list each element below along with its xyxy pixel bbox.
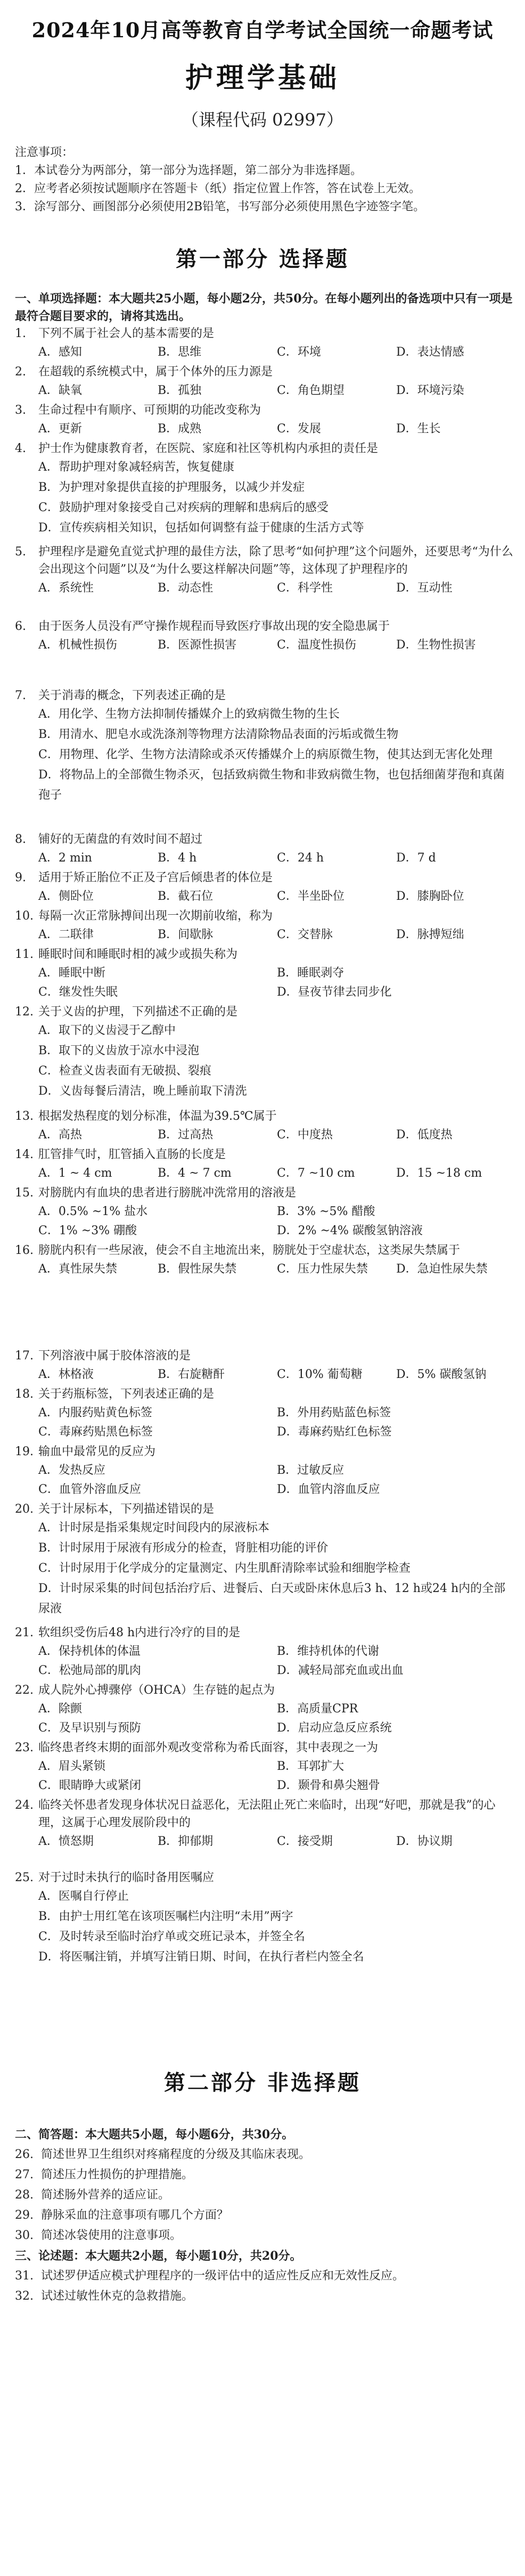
option-b: B．医源性损害 <box>158 638 237 652</box>
question-number: 6. <box>15 620 26 633</box>
option-a: A．睡眠中断 <box>38 966 105 980</box>
option-d: D．环境污染 <box>396 383 464 397</box>
question-7 <box>15 687 515 806</box>
question-text: 简述肠外营养的适应证。 <box>41 2188 170 2202</box>
option-c: C．松弛局部的肌肉 <box>38 1663 141 1677</box>
option-c: C．眼睛睁大或紧闭 <box>38 1778 141 1792</box>
question-number: 2. <box>15 365 26 379</box>
option-b: B．抑郁期 <box>158 1834 214 1848</box>
question-number: 26. <box>15 2148 34 2161</box>
notice-title: 注意事项： <box>15 146 74 159</box>
option-c: C．7 ~10 cm <box>277 1166 355 1180</box>
question-number: 1. <box>15 327 26 340</box>
question-number: 5. <box>15 545 26 559</box>
option-b: B．孤独 <box>158 383 202 397</box>
question-24 <box>15 1796 515 1851</box>
option-c: C．10% 葡萄糖 <box>277 1367 363 1381</box>
option-d: D．互动性 <box>396 581 453 595</box>
question-text: 静脉采血的注意事项有哪几个方面？ <box>41 2209 229 2222</box>
option-b: B．右旋糖酐 <box>158 1367 225 1381</box>
part2-title: 第二部分 非选择题 <box>164 2070 361 2095</box>
question-4 <box>15 440 515 538</box>
option-c: C．毒麻药贴黑色标签 <box>38 1425 153 1439</box>
option-a: A．取下的义齿浸于乙醇中 <box>38 1024 176 1037</box>
question-text: 简述冰袋使用的注意事项。 <box>41 2229 182 2242</box>
option-d: D．膝胸卧位 <box>396 889 464 903</box>
essay-question-32 <box>15 2286 515 2307</box>
essay-question-31 <box>15 2266 515 2286</box>
part1-title: 第一部分 选择题 <box>176 247 349 272</box>
question-stem: 成人院外心搏骤停（OHCA）生存链的起点为 <box>38 1684 275 1697</box>
option-a: A．缺氧 <box>38 383 82 397</box>
option-a: A．帮助护理对象减轻病苦，恢复健康 <box>38 461 234 474</box>
question-stem: 关于药瓶标签，下列表述正确的是 <box>38 1388 215 1401</box>
question-number: 3. <box>15 404 26 417</box>
option-b: B．3% ~5% 醋酸 <box>277 1204 375 1218</box>
option-c: C．中度热 <box>277 1128 333 1142</box>
option-d: D．将物品上的全部微生物杀灭，包括致病微生物和非致病微生物，也包括细菌芽孢和真菌孢子 <box>38 768 505 802</box>
question-number: 4. <box>15 442 26 455</box>
question-16 <box>15 1242 515 1278</box>
option-c: C．检查义齿表面有无破损、裂痕 <box>38 1064 211 1078</box>
question-number: 14. <box>15 1148 34 1161</box>
question-stem: 在超载的系统模式中，属于个体外的压力源是 <box>38 365 273 379</box>
option-d: D．生长 <box>396 422 441 436</box>
subject-title: 护理学基础 <box>185 62 340 94</box>
question-stem: 适用于矫正胎位不正及子宫后倾患者的体位是 <box>38 871 273 884</box>
option-c: C．科学性 <box>277 581 333 595</box>
question-stem: 关于计尿标本，下列描述错误的是 <box>38 1503 215 1516</box>
question-8 <box>15 831 515 867</box>
question-17 <box>15 1347 515 1384</box>
option-b: B．高质量CPR <box>277 1702 358 1716</box>
option-a: A．愤怒期 <box>38 1834 94 1848</box>
question-number: 21. <box>15 1626 34 1639</box>
question-stem: 下列不属于社会人的基本需要的是 <box>38 327 215 340</box>
question-number: 12. <box>15 1005 34 1019</box>
option-b: B．成熟 <box>158 422 202 436</box>
option-a: A．侧卧位 <box>38 889 94 903</box>
option-d: D．将医嘱注销，并填写注销日期、时间，在执行者栏内签全名 <box>38 1950 364 1964</box>
question-21 <box>15 1624 515 1680</box>
notice-line: 1．本试卷分为两部分，第一部分为选择题，第二部分为非选择题。 <box>15 164 362 177</box>
question-number: 18. <box>15 1388 34 1401</box>
question-23 <box>15 1739 515 1795</box>
short-question-27 <box>15 2165 515 2185</box>
option-a: A．医嘱自行停止 <box>38 1890 129 1903</box>
question-number: 13. <box>15 1110 34 1123</box>
question-stem: 肛管排气时，肛管插入直肠的长度是 <box>38 1148 226 1161</box>
question-stem: 膀胱内积有一些尿液，使会不自主地流出来，膀胱处于空虚状态，这类尿失禁属于 <box>38 1244 461 1257</box>
question-number: 15. <box>15 1186 34 1200</box>
option-a: A．林格液 <box>38 1367 94 1381</box>
question-number: 20. <box>15 1503 34 1516</box>
option-c: C．血管外溶血反应 <box>38 1482 141 1496</box>
question-number: 23. <box>15 1741 34 1754</box>
option-c: C．24 h <box>277 851 324 865</box>
short-question-28 <box>15 2185 515 2205</box>
option-a: A．更新 <box>38 422 82 436</box>
option-a: A．0.5% ~1% 盐水 <box>38 1204 148 1218</box>
section-head-single-choice: 一、单项选择题：本大题共25小题，每小题2分，共50分。在每小题列出的备选项中只有一项是最符合题目要求的，请将其选出。 <box>15 292 513 323</box>
section-head-essay: 三、论述题：本大题共2小题，每小题10分，共20分。 <box>15 2249 302 2263</box>
option-d: D．毒麻药贴红色标签 <box>277 1425 392 1439</box>
option-c: C．1% ~3% 硼酸 <box>38 1224 137 1237</box>
option-c: C．继发性失眠 <box>38 985 118 999</box>
short-question-30 <box>15 2226 515 2246</box>
question-stem: 关于义齿的护理，下列描述不正确的是 <box>38 1005 238 1019</box>
question-text: 简述世界卫生组织对疼痛程度的分级及其临床表现。 <box>41 2148 311 2161</box>
option-c: C．压力性尿失禁 <box>277 1262 368 1276</box>
option-d: D．表达情感 <box>396 345 464 359</box>
option-b: B．4 h <box>158 851 197 865</box>
question-number: 7. <box>15 689 26 702</box>
question-number: 9. <box>15 871 26 884</box>
question-stem: 护理程序是避免直觉式护理的最佳方法，除了思考“如何护理”这个问题外，还要思考“为什么会出现这个问题”以及“为什么要这样解决问题”等，这体现了护理程序的 <box>38 545 513 576</box>
option-c: C．及早识别与预防 <box>38 1721 141 1735</box>
question-19 <box>15 1443 515 1499</box>
question-number: 28. <box>15 2188 34 2202</box>
option-c: C．角色期望 <box>277 383 344 397</box>
option-d: D．15 ~18 cm <box>396 1166 482 1180</box>
option-a: A．高热 <box>38 1128 82 1142</box>
question-11 <box>15 946 515 1002</box>
option-d: D．颞骨和鼻尖翘骨 <box>277 1778 380 1792</box>
question-stem: 软组织受伤后48 h内进行冷疗的目的是 <box>38 1626 241 1639</box>
option-c: C．鼓励护理对象接受自己对疾病的理解和患病后的感受 <box>38 501 329 514</box>
question-stem: 对于过时未执行的临时备用医嘱应 <box>38 1871 215 1884</box>
option-b: B．睡眠剥夺 <box>277 966 344 980</box>
option-d: D．协议期 <box>396 1834 453 1848</box>
question-25 <box>15 1869 515 1967</box>
option-b: B．过敏反应 <box>277 1463 344 1477</box>
question-stem: 临终患者终末期的面部外观改变常称为希氏面容，其中表现之一为 <box>38 1741 379 1754</box>
option-b: B．耳郭扩大 <box>277 1759 344 1773</box>
exam-title: 2024年10月高等教育自学考试全国统一命题考试 <box>31 18 494 42</box>
option-d: D．义齿每餐后清洁，晚上睡前取下清洗 <box>38 1085 247 1098</box>
option-a: A．真性尿失禁 <box>38 1262 117 1276</box>
option-c: C．用物理、化学、生物方法清除或杀灭传播媒介上的病原微生物，使其达到无害化处理 <box>38 748 493 761</box>
option-b: B．动态性 <box>158 581 214 595</box>
notice-block <box>15 144 515 216</box>
question-stem: 临终关怀患者发现身体状况日益恶化，无法阻止死亡来临时，出现“好吧，那就是我”的心理，这属于心理发展阶段中的 <box>38 1799 496 1830</box>
question-number: 32. <box>15 2290 34 2303</box>
notice-line: 3．涂写部分、画图部分必须使用2B铅笔，书写部分必须使用黑色字迹签字笔。 <box>15 200 425 214</box>
question-number: 30. <box>15 2229 34 2242</box>
option-d: D．减轻局部充血或出血 <box>277 1663 404 1677</box>
option-a: A．2 min <box>38 851 92 865</box>
question-stem: 睡眠时间和睡眠时相的减少或损失称为 <box>38 948 238 961</box>
option-c: C．计时尿用于化学成分的定量测定、内生肌酐清除率试验和细胞学检查 <box>38 1562 411 1575</box>
question-stem: 下列溶液中属于胶体溶液的是 <box>38 1349 191 1363</box>
question-stem: 根据发热程度的划分标准，体温为39.5℃属于 <box>38 1110 277 1123</box>
option-c: C．接受期 <box>277 1834 333 1848</box>
option-a: A．眉头紧锁 <box>38 1759 105 1773</box>
question-22 <box>15 1681 515 1737</box>
question-number: 16. <box>15 1244 34 1257</box>
question-18 <box>15 1385 515 1441</box>
question-9 <box>15 869 515 906</box>
option-c: C．及时转录至临时治疗单或交班记录本，并签全名 <box>38 1930 305 1943</box>
question-stem: 生命过程中有顺序、可预期的功能改变称为 <box>38 404 261 417</box>
section-head-short-answer: 二、简答题：本大题共5小题，每小题6分，共30分。 <box>15 2128 294 2142</box>
option-c: C．发展 <box>277 422 321 436</box>
question-stem: 关于消毒的概念，下列表述正确的是 <box>38 689 226 702</box>
short-question-26 <box>15 2145 515 2165</box>
question-stem: 护士作为健康教育者，在医院、家庭和社区等机构内承担的责任是 <box>38 442 379 455</box>
question-1 <box>15 325 515 362</box>
question-stem: 输血中最常见的反应为 <box>38 1445 156 1458</box>
option-a: A．除颤 <box>38 1702 82 1716</box>
short-question-29 <box>15 2205 515 2226</box>
option-c: C．交替脉 <box>277 928 333 941</box>
question-stem: 对膀胱内有血块的患者进行膀胱冲洗常用的溶液是 <box>38 1186 297 1200</box>
option-b: B．维持机体的代谢 <box>277 1644 380 1658</box>
short-answer-section <box>15 2124 515 2307</box>
question-number: 19. <box>15 1445 34 1458</box>
question-number: 25. <box>15 1871 34 1884</box>
option-d: D．宣传疾病相关知识，包括如何调整有益于健康的生活方式等 <box>38 521 364 535</box>
question-number: 27. <box>15 2168 34 2181</box>
question-number: 11. <box>15 948 34 961</box>
option-d: D．7 d <box>396 851 436 865</box>
question-text: 试述罗伊适应模式护理程序的一级评估中的适应性反应和无效性反应。 <box>41 2269 405 2283</box>
question-text: 简述压力性损伤的护理措施。 <box>41 2168 194 2181</box>
option-b: B．为护理对象提供直接的护理服务，以减少并发症 <box>38 481 305 494</box>
option-b: B．4 ~ 7 cm <box>158 1166 232 1180</box>
option-a: A．计时尿是指采集规定时间段内的尿液标本 <box>38 1521 269 1535</box>
option-b: B．计时尿用于尿液有形成分的检查，肾脏相功能的评价 <box>38 1541 329 1555</box>
option-d: D．计时尿采集的时间包括治疗后、进餐后、白天或卧床休息后3 h、12 h或24 h内的全部尿液 <box>38 1582 506 1615</box>
option-d: D．5% 碳酸氢钠 <box>396 1367 487 1381</box>
option-d: D．急迫性尿失禁 <box>396 1262 488 1276</box>
option-c: C．环境 <box>277 345 321 359</box>
question-10 <box>15 907 515 944</box>
option-d: D．启动应急反应系统 <box>277 1721 392 1735</box>
option-b: B．由护士用红笔在该项医嘱栏内注明“未用”两字 <box>38 1910 293 1923</box>
question-number: 31. <box>15 2269 34 2283</box>
question-stem: 铺好的无菌盘的有效时间不超过 <box>38 833 203 846</box>
option-a: A．1 ~ 4 cm <box>38 1166 112 1180</box>
option-d: D．低度热 <box>396 1128 453 1142</box>
question-12 <box>15 1003 515 1102</box>
option-b: B．思维 <box>158 345 202 359</box>
question-5 <box>15 543 515 597</box>
question-number: 10. <box>15 909 34 923</box>
option-a: A．发热反应 <box>38 1463 105 1477</box>
question-number: 22. <box>15 1684 34 1697</box>
question-14 <box>15 1146 515 1183</box>
question-stem: 每隔一次正常脉搏间出现一次期前收缩，称为 <box>38 909 273 923</box>
option-d: D．2% ~4% 碳酸氢钠溶液 <box>277 1224 423 1237</box>
option-c: C．半坐卧位 <box>277 889 344 903</box>
option-b: B．取下的义齿放于凉水中浸泡 <box>38 1044 200 1057</box>
option-b: B．间歇脉 <box>158 928 214 941</box>
option-b: B．过高热 <box>158 1128 214 1142</box>
question-number: 29. <box>15 2209 34 2222</box>
option-d: D．生物性损害 <box>396 638 476 652</box>
option-a: A．机械性损伤 <box>38 638 117 652</box>
notice-line: 2．应考者必须按试题顺序在答题卡（纸）指定位置上作答，答在试卷上无效。 <box>15 182 421 195</box>
question-6 <box>15 618 515 654</box>
course-code: （课程代码 02997） <box>182 110 343 130</box>
option-a: A．保持机体的体温 <box>38 1644 141 1658</box>
question-15 <box>15 1184 515 1240</box>
question-number: 8. <box>15 833 26 846</box>
question-text: 试述过敏性休克的急救措施。 <box>41 2290 194 2303</box>
option-d: D．昼夜节律去同步化 <box>277 985 392 999</box>
option-d: D．血管内溶血反应 <box>277 1482 380 1496</box>
option-b: B．假性尿失禁 <box>158 1262 237 1276</box>
question-number: 17. <box>15 1349 34 1363</box>
option-b: B．截石位 <box>158 889 214 903</box>
question-number: 24. <box>15 1799 34 1812</box>
option-d: D．脉搏短绌 <box>396 928 464 941</box>
option-b: B．用清水、肥皂水或洗涤剂等物理方法清除物品表面的污垢或微生物 <box>38 728 399 741</box>
option-a: A．二联律 <box>38 928 94 941</box>
option-b: B．外用药贴蓝色标签 <box>277 1406 391 1420</box>
question-stem: 由于医务人员没有严守操作规程而导致医疗事故出现的安全隐患属于 <box>38 620 390 633</box>
question-2 <box>15 363 515 400</box>
question-13 <box>15 1107 515 1144</box>
question-3 <box>15 401 515 438</box>
option-a: A．系统性 <box>38 581 94 595</box>
option-a: A．感知 <box>38 345 82 359</box>
option-a: A．用化学、生物方法抑制传播媒介上的致病微生物的生长 <box>38 708 340 721</box>
option-a: A．内服药贴黄色标签 <box>38 1406 152 1420</box>
question-20 <box>15 1500 515 1619</box>
option-c: C．温度性损伤 <box>277 638 356 652</box>
